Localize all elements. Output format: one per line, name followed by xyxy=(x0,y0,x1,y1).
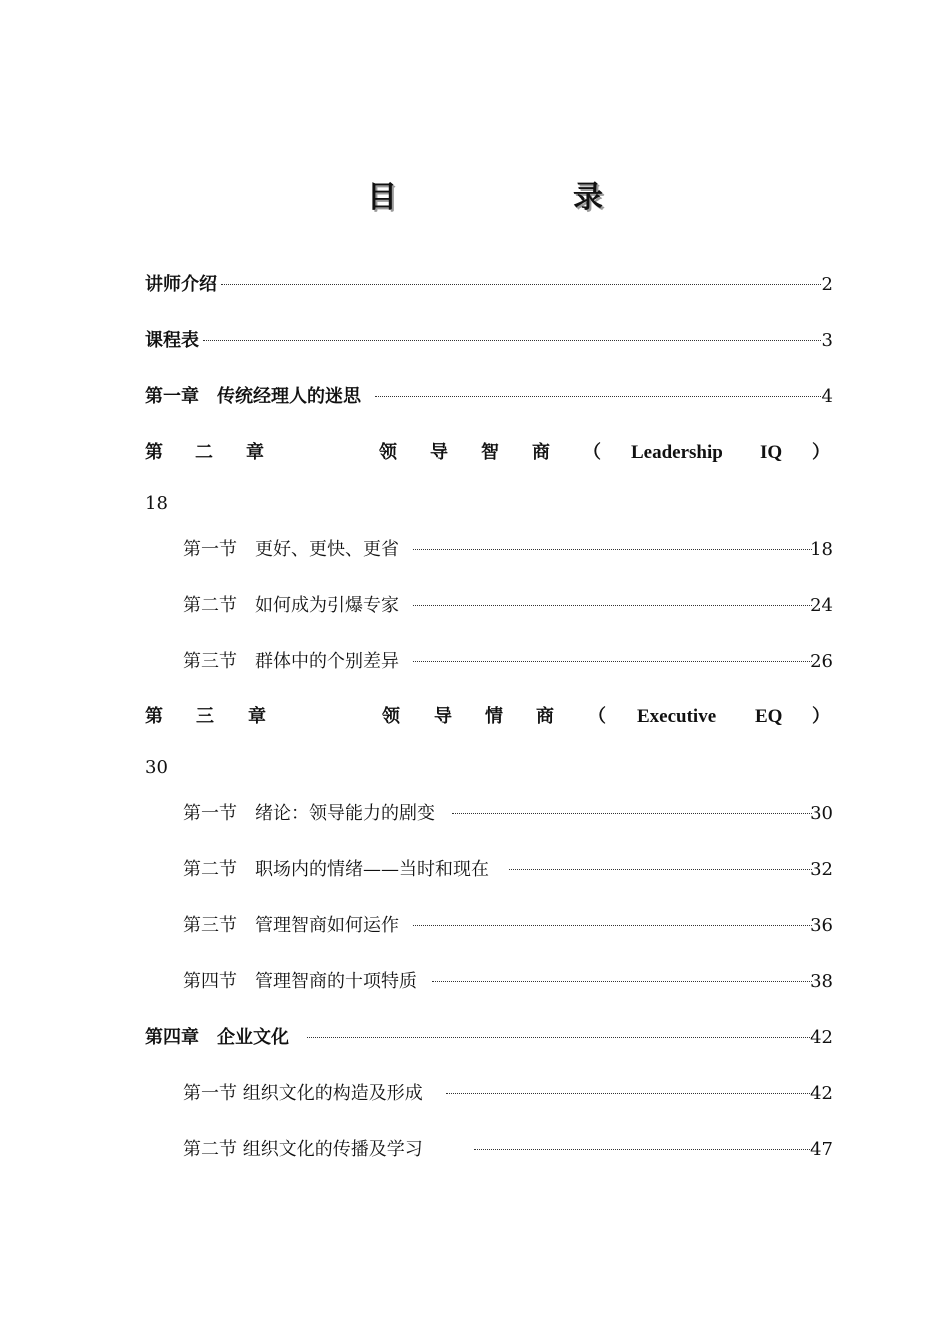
dot-leader xyxy=(203,340,821,341)
entry-label: 第四章 企业文化 xyxy=(145,1027,289,1048)
chapter3-part: ） xyxy=(812,706,830,727)
toc-entry-instructor[interactable] xyxy=(0,272,950,298)
toc-entry-ch3-sec1[interactable] xyxy=(0,801,950,827)
chapter2-page-line xyxy=(0,491,950,517)
chapter3-part: 三 xyxy=(196,706,214,727)
page-number: 3 xyxy=(821,330,833,351)
toc-entry-ch2-sec2[interactable] xyxy=(0,593,950,619)
entry-label: 第一节 更好、更快、更省 xyxy=(183,539,399,560)
toc-entry-schedule[interactable] xyxy=(0,328,950,354)
dot-leader xyxy=(413,661,812,662)
entry-label: 第二节 职场内的情绪——当时和现在 xyxy=(183,859,489,880)
toc-entry-ch3-sec4[interactable] xyxy=(0,969,950,995)
page-number: 47 xyxy=(810,1139,833,1160)
chapter3-page-line xyxy=(0,755,950,781)
chapter3-part: 商 xyxy=(536,706,554,727)
toc-entry-chapter3[interactable] xyxy=(0,704,950,730)
page-number: 18 xyxy=(145,493,168,514)
chapter2-part: 章 xyxy=(246,442,264,463)
toc-title xyxy=(0,172,950,216)
toc-entry-chapter4[interactable] xyxy=(0,1025,950,1051)
page-number: 4 xyxy=(821,386,833,407)
toc-entry-chapter2[interactable] xyxy=(0,440,950,466)
dot-leader xyxy=(446,1093,812,1094)
chapter3-part: Executive xyxy=(637,706,717,727)
entry-label: 第二节 组织文化的传播及学习 xyxy=(183,1139,423,1160)
title-char-1: 目 xyxy=(367,180,397,215)
chapter2-part: 导 xyxy=(430,442,448,463)
chapter3-part: （ xyxy=(588,706,606,727)
dot-leader xyxy=(413,549,812,550)
entry-label: 第三节 管理智商如何运作 xyxy=(183,915,399,936)
entry-label: 第一节 绪论：领导能力的剧变 xyxy=(183,803,435,824)
page-number: 42 xyxy=(810,1027,833,1048)
entry-label: 第四节 管理智商的十项特质 xyxy=(183,971,417,992)
dot-leader xyxy=(452,813,812,814)
dot-leader xyxy=(375,396,821,397)
page-number: 2 xyxy=(821,274,833,295)
page-number: 26 xyxy=(810,651,833,672)
chapter2-part: 二 xyxy=(195,442,213,463)
dot-leader xyxy=(307,1037,812,1038)
toc-entry-chapter1[interactable] xyxy=(0,384,950,410)
dot-leader xyxy=(509,869,812,870)
entry-label: 第二节 如何成为引爆专家 xyxy=(183,595,399,616)
page-number: 38 xyxy=(810,971,833,992)
chapter2-part: IQ xyxy=(760,442,783,463)
chapter2-part: 商 xyxy=(532,442,550,463)
entry-label: 第一节 组织文化的构造及形成 xyxy=(183,1083,423,1104)
toc-entry-ch3-sec2[interactable] xyxy=(0,857,950,883)
dot-leader xyxy=(474,1149,812,1150)
page-number: 30 xyxy=(145,757,168,778)
title-char-2: 录 xyxy=(573,180,603,215)
chapter3-part: EQ xyxy=(755,706,783,727)
page-number: 18 xyxy=(810,539,833,560)
chapter2-part: （ xyxy=(583,442,601,463)
dot-leader xyxy=(432,981,812,982)
entry-label: 第三节 群体中的个别差异 xyxy=(183,651,399,672)
chapter2-part: Leadership xyxy=(631,442,723,463)
chapter3-part: 导 xyxy=(434,706,452,727)
chapter2-part: ） xyxy=(812,442,830,463)
chapter3-part: 领 xyxy=(382,706,400,727)
page-number: 24 xyxy=(810,595,833,616)
chapter3-part: 情 xyxy=(485,706,503,727)
toc-entry-ch3-sec3[interactable] xyxy=(0,913,950,939)
chapter3-part: 第 xyxy=(145,706,163,727)
entry-label: 课程表 xyxy=(145,330,199,351)
chapter3-part: 章 xyxy=(248,706,266,727)
chapter2-part: 领 xyxy=(379,442,397,463)
page-number: 42 xyxy=(810,1083,833,1104)
toc-entry-ch4-sec1[interactable] xyxy=(0,1081,950,1107)
page-number: 36 xyxy=(810,915,833,936)
toc-entry-ch2-sec3[interactable] xyxy=(0,649,950,675)
dot-leader xyxy=(413,925,812,926)
entry-label: 讲师介绍 xyxy=(145,274,217,295)
dot-leader xyxy=(221,284,821,285)
entry-label: 第一章 传统经理人的迷思 xyxy=(145,386,361,407)
dot-leader xyxy=(413,605,812,606)
page-number: 30 xyxy=(810,803,833,824)
chapter2-part: 智 xyxy=(481,442,499,463)
page-number: 32 xyxy=(810,859,833,880)
toc-entry-ch2-sec1[interactable] xyxy=(0,537,950,563)
chapter2-part: 第 xyxy=(145,442,163,463)
toc-entry-ch4-sec2[interactable] xyxy=(0,1137,950,1163)
